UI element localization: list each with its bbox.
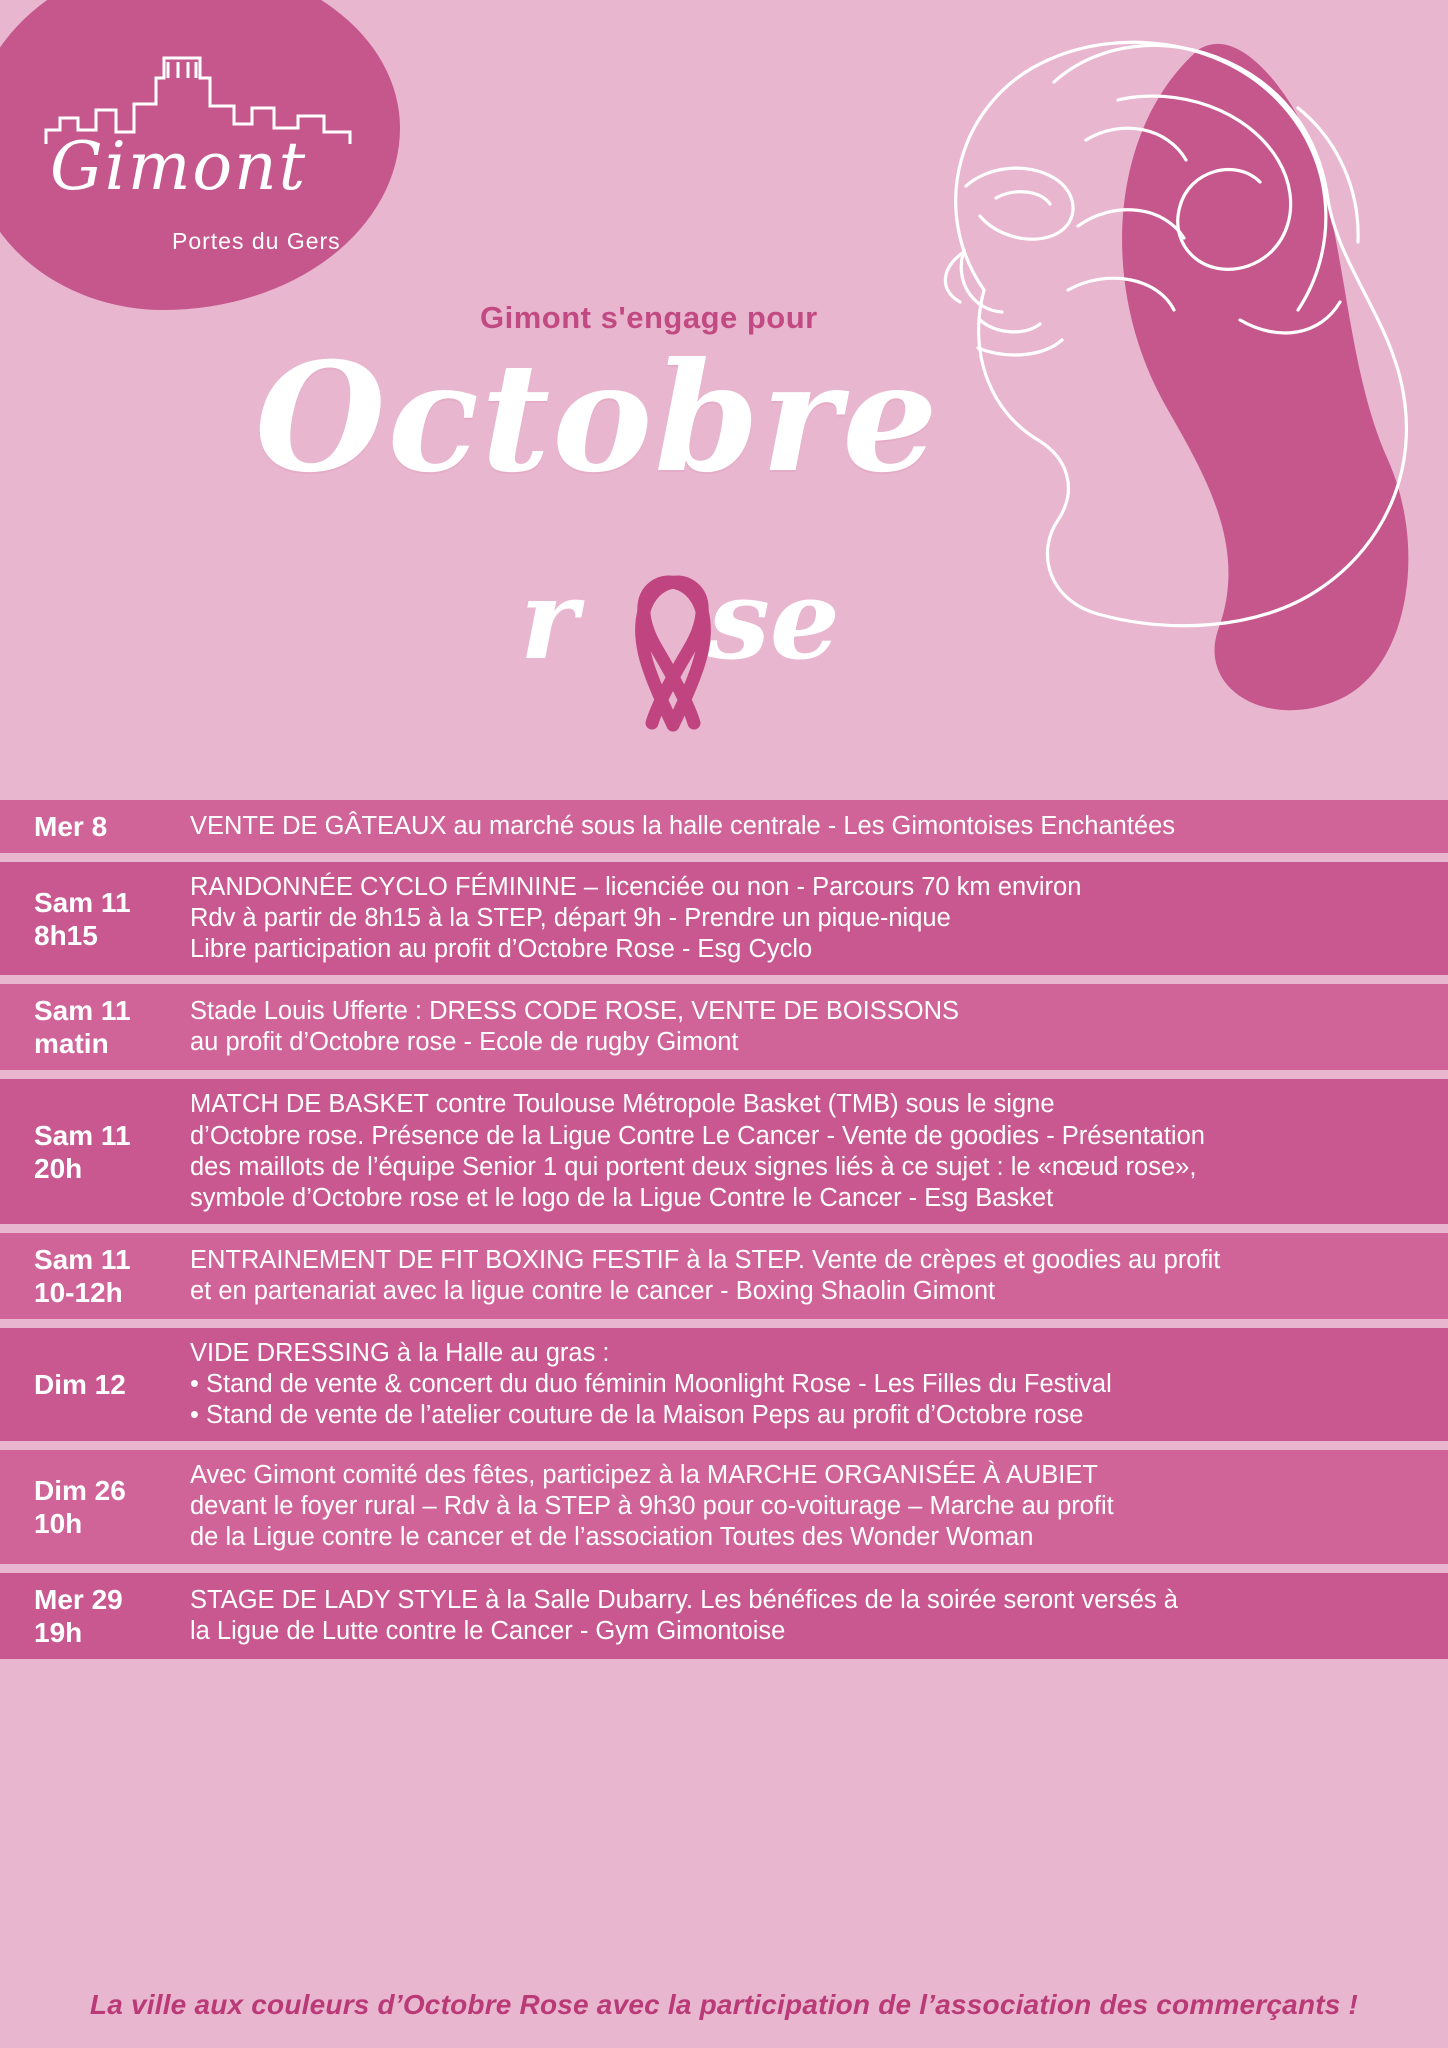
event-date: Mer 8: [34, 811, 108, 842]
event-description: STAGE DE LADY STYLE à la Salle Dubarry. Les bénéfices de la soirée seront versés à la Ligue de Lutte contre le Cancer - Gym Gimontoise: [190, 1585, 1178, 1645]
logo-tagline: Portes du Gers: [172, 228, 341, 254]
event-row: [0, 800, 1448, 853]
event-date: Dim 26 10h: [34, 1474, 126, 1539]
event-description: VENTE DE GÂTEAUX au marché sous la halle centrale - Les Gimontoises Enchantées: [190, 811, 1176, 840]
event-row: [0, 1573, 1448, 1659]
event-row: [0, 1233, 1448, 1319]
poster-header: [0, 0, 1448, 800]
event-row: [0, 1079, 1448, 1223]
event-description: RANDONNÉE CYCLO FÉMININE – licenciée ou non - Parcours 70 km environ Rdv à partir de 8h15 à la STEP, départ 9h - Prendre un pique-nique Libre participation au profit d’Octobre Rose - Esg Cyclo: [190, 873, 1082, 964]
footer-text: La ville aux couleurs d’Octobre Rose avec la participation de l’association des commerçants !: [89, 1989, 1359, 2020]
woman-line-art-icon: [868, 0, 1428, 750]
title-rose: [520, 545, 940, 685]
logo-name: Gimont: [50, 128, 308, 205]
event-date: Mer 29 19h: [34, 1583, 123, 1648]
event-row: [0, 862, 1448, 975]
title-rose-right: se: [708, 555, 840, 684]
event-description: ENTRAINEMENT DE FIT BOXING FESTIF à la STEP. Vente de crèpes et goodies au profit et en partenariat avec la ligue contre le cancer - Boxing Shaolin Gimont: [190, 1245, 1221, 1305]
title-rose-left: r: [520, 555, 578, 684]
event-date: Sam 11 20h: [34, 1119, 131, 1184]
event-date: Sam 11 matin: [34, 995, 131, 1060]
event-row: [0, 1450, 1448, 1563]
event-description: Stade Louis Ufferte : DRESS CODE ROSE, VENTE DE BOISSONS au profit d’Octobre rose - Ecole de rugby Gimont: [190, 997, 960, 1057]
event-description: MATCH DE BASKET contre Toulouse Métropole Basket (TMB) sous le signe d’Octobre rose. Présence de la Ligue Contre Le Cancer - Vente de goodies - Présentation des maillots de l’équipe Senior 1 qui portent deux signes liés à ce sujet : le «nœud rose», symbole d’Octobre rose et le logo de la Ligue Contre le Cancer - Esg Basket: [190, 1090, 1205, 1212]
event-row: [0, 1328, 1448, 1441]
event-date: Sam 11 10-12h: [34, 1243, 131, 1308]
event-row: [0, 984, 1448, 1070]
kicker-text: Gimont s'engage pour: [480, 300, 818, 335]
event-description: VIDE DRESSING à la Halle au gras : • Stand de vente & concert du duo féminin Moonlight Rose - Les Filles du Festival • Stand de vente de l’atelier couture de la Maison Peps au profit d’Octobre rose: [190, 1338, 1112, 1430]
event-list: [0, 800, 1448, 1668]
event-date: Dim 12: [34, 1369, 126, 1401]
event-description: Avec Gimont comité des fêtes, participez à la MARCHE ORGANISÉE À AUBIET devant le foyer rural – Rdv à la STEP à 9h30 pour co-voiturage – Marche au profit de la Ligue contre le cancer et de l’association Toutes des Wonder Woman: [190, 1461, 1114, 1552]
event-date: Sam 11 8h15: [34, 886, 131, 951]
title-octobre: Octobre: [255, 330, 940, 506]
gimont-logo: [20, 20, 380, 260]
poster-footer: [0, 1962, 1448, 2048]
